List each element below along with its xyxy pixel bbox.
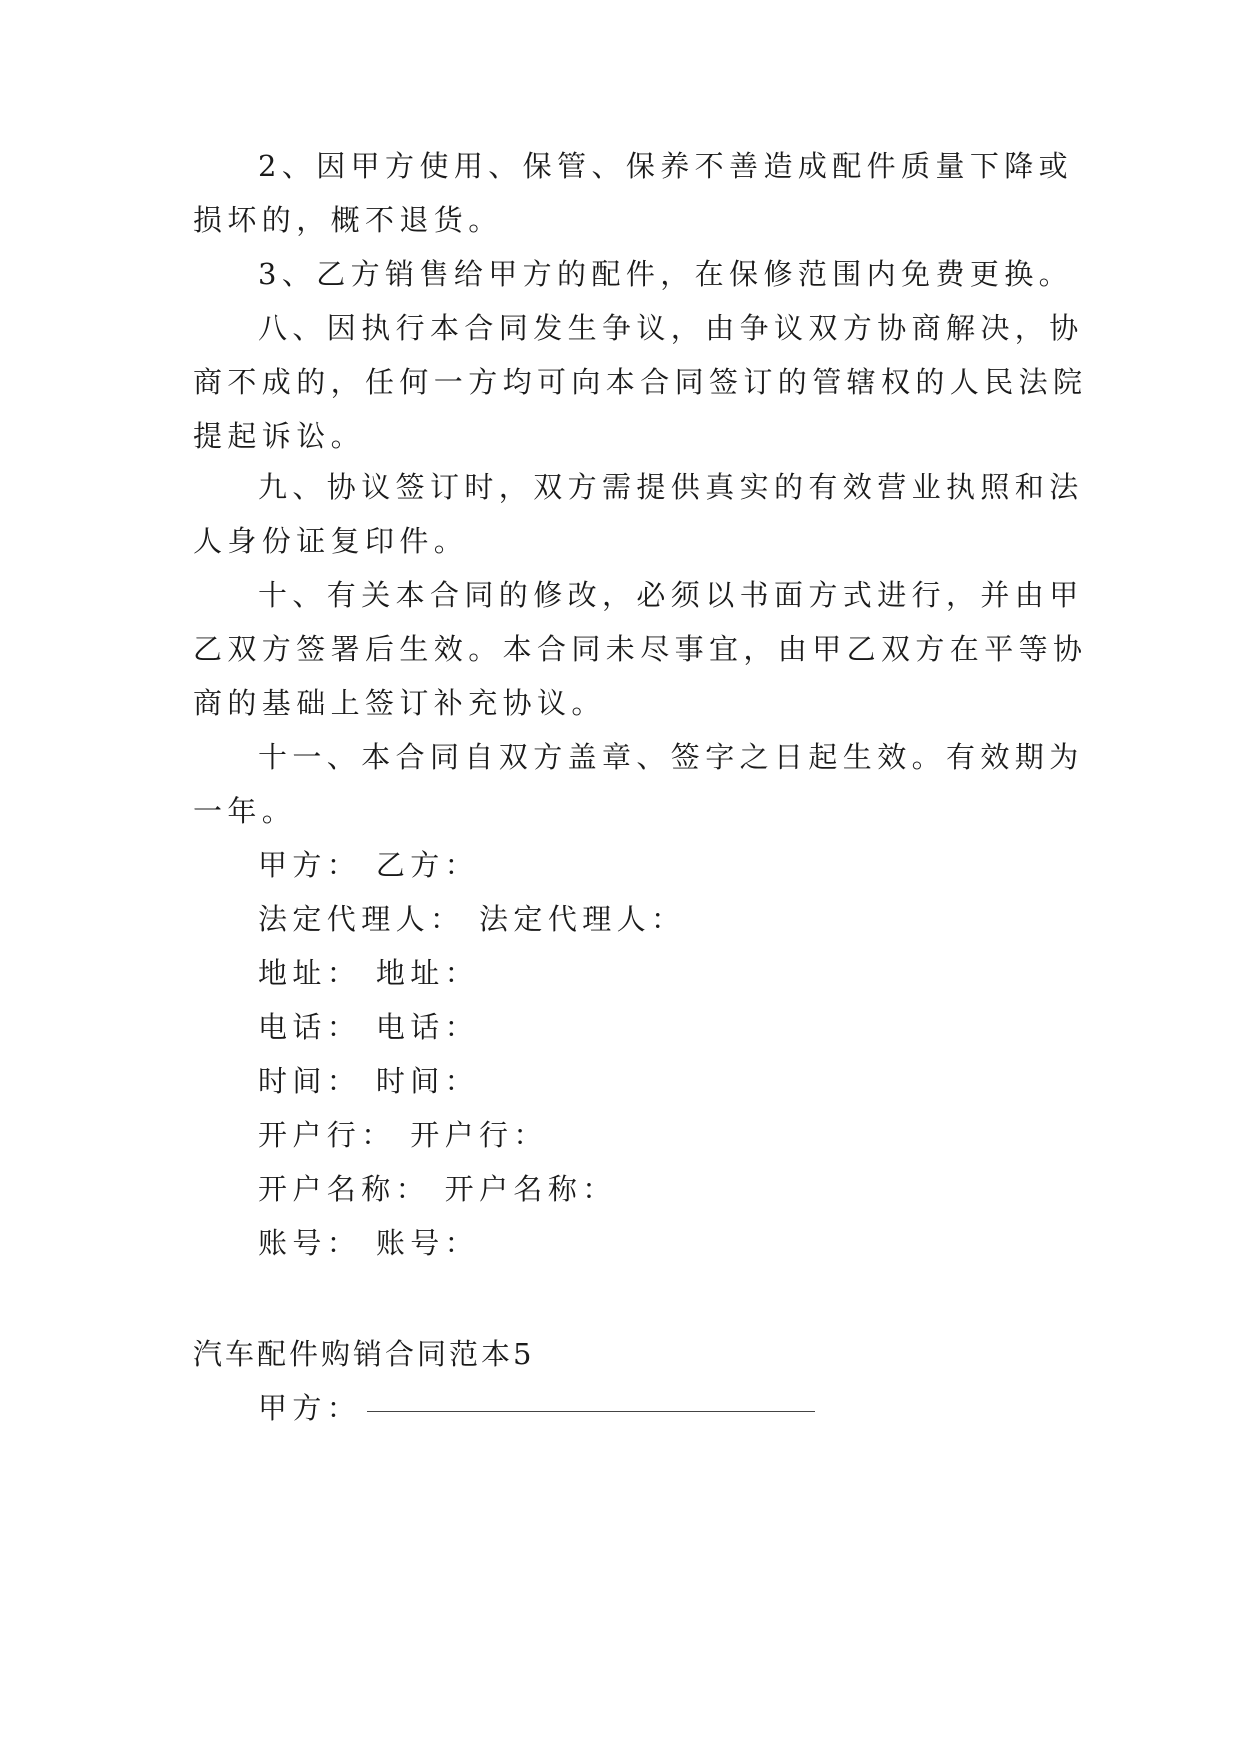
paragraph-line: 3、乙方销售给甲方的配件，在保修范围内免费更换。 — [258, 257, 1074, 291]
paragraph-line: 2、因甲方使用、保管、保养不善造成配件质量下降或 — [258, 149, 1074, 183]
section-title: 汽车配件购销合同范本5 — [193, 1337, 535, 1371]
paragraph-line: 十、有关本合同的修改，必须以书面方式进行，并由甲 — [258, 578, 1084, 612]
party-a-label: 甲方： — [258, 1391, 362, 1425]
party-a-blank-line — [367, 1411, 815, 1412]
paragraph-line: 乙双方签署后生效。本合同未尽事宜，由甲乙双方在平等协 — [193, 632, 1088, 666]
paragraph-line: 提起诉讼。 — [193, 419, 366, 453]
paragraph-line: 九、协议签订时，双方需提供真实的有效营业执照和法 — [258, 470, 1084, 504]
paragraph-line: 八、因执行本合同发生争议，由争议双方协商解决，协 — [258, 311, 1084, 345]
paragraph-line: 损坏的，概不退货。 — [193, 203, 503, 237]
paragraph-line: 商不成的，任何一方均可向本合同签订的管辖权的人民法院 — [193, 365, 1088, 399]
signature-line-phone: 电话： 电话： — [258, 1010, 480, 1044]
signature-line-address: 地址： 地址： — [258, 956, 480, 990]
signature-line-party: 甲方： 乙方： — [258, 848, 480, 882]
signature-line-bank: 开户行： 开户行： — [258, 1118, 548, 1152]
paragraph-line: 十一、本合同自双方盖章、签字之日起生效。有效期为 — [258, 740, 1084, 774]
party-a-field — [258, 1379, 815, 1437]
signature-line-legal-rep: 法定代理人： 法定代理人： — [258, 902, 686, 936]
signature-line-account-name: 开户名称： 开户名称： — [258, 1172, 617, 1206]
paragraph-line: 一年。 — [193, 794, 297, 828]
signature-line-account-number: 账号： 账号： — [258, 1226, 480, 1260]
paragraph-line: 商的基础上签订补充协议。 — [193, 686, 606, 720]
paragraph-line: 人身份证复印件。 — [193, 524, 469, 558]
signature-line-time: 时间： 时间： — [258, 1064, 480, 1098]
